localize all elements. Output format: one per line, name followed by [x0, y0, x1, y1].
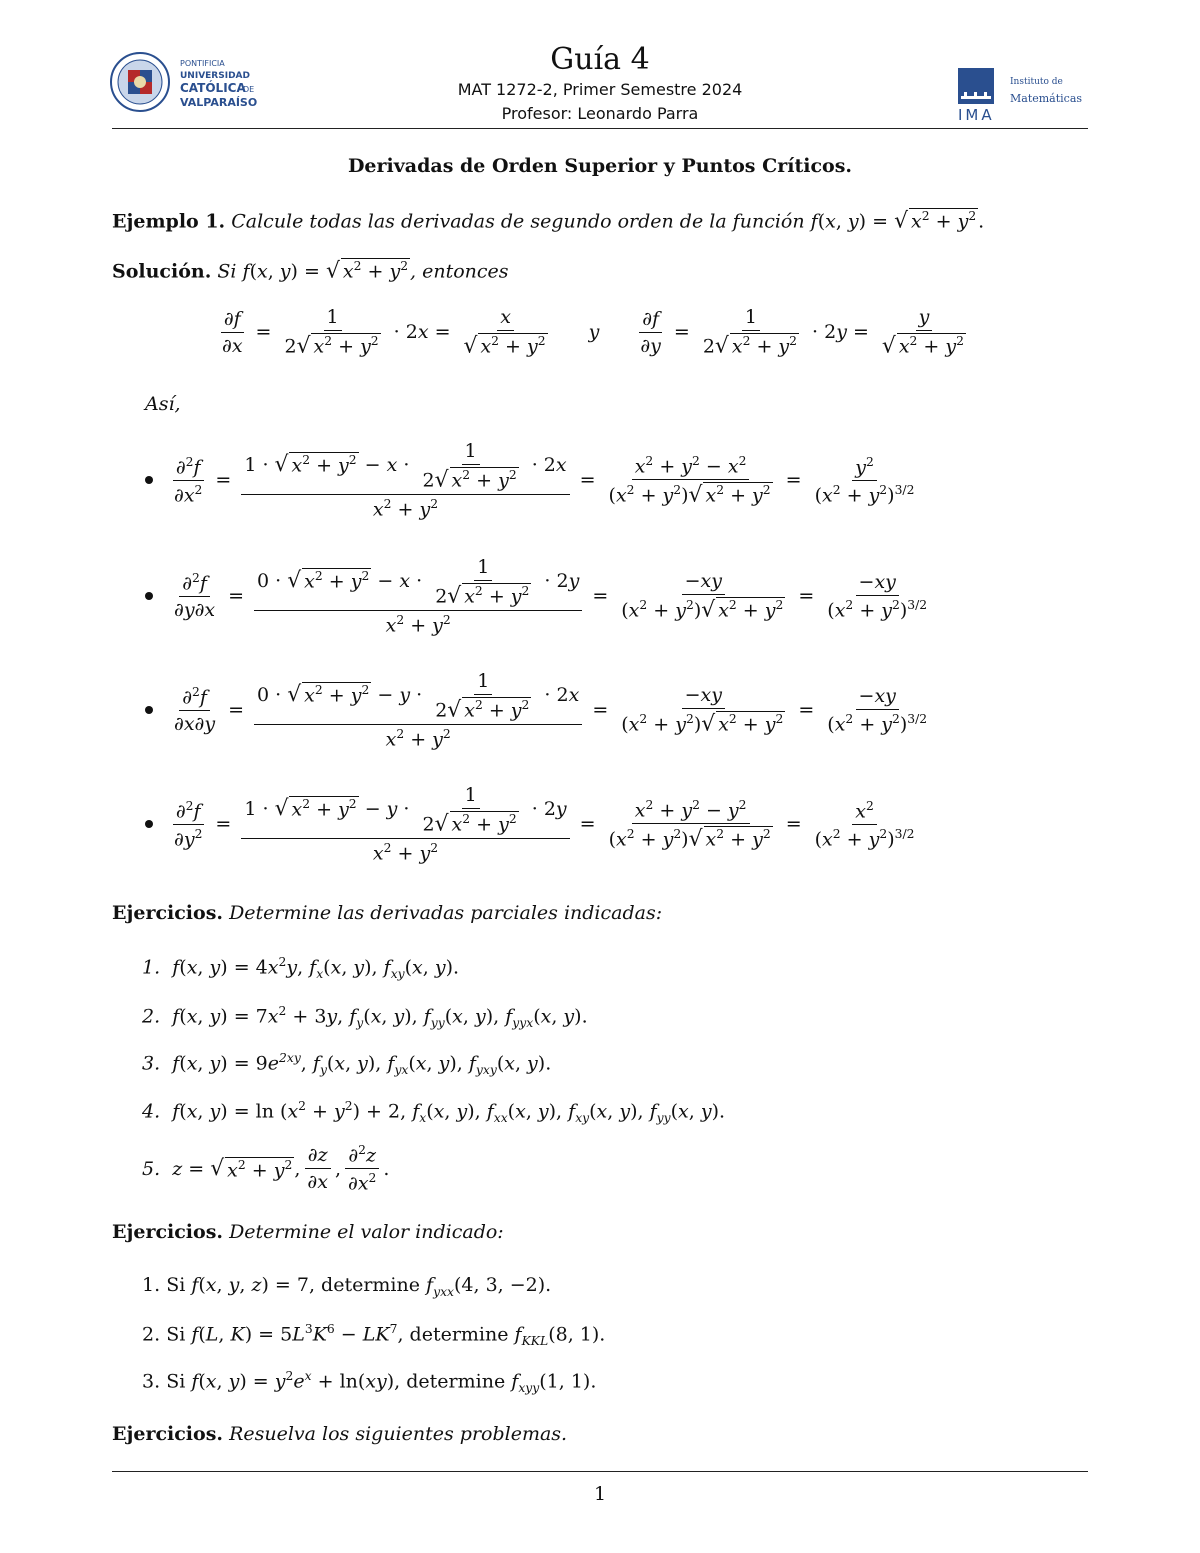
exercise-1-4: 4. f(x, $y) = \ln (x^2 + y^2) + 2$, $f_x(x$, y), $f_{xx}(x$, y), $f_{xy}(x$, y), $f_{yy}(x$, y).: [142, 1099, 726, 1126]
logo-text-1: PONTIFICIA: [180, 59, 225, 68]
exercises-1-heading: Ejercicios. Determine las derivadas parciales indicadas:: [112, 902, 663, 924]
solution-label: Solución.: [112, 260, 212, 283]
footer-rule: [112, 1471, 1088, 1472]
bullet: [145, 820, 153, 828]
professor-line: Profesor: Leonardo Parra: [501, 104, 699, 123]
asi-text: Así,: [145, 393, 181, 415]
exercises-3-heading: Ejercicios. Resuelva los siguientes problemas.: [112, 1423, 568, 1445]
institute-logo: [958, 66, 1098, 124]
page-number: 1: [593, 1483, 607, 1505]
exercise-1-3: 3. f(x, $y) = 9e^{2xy}$, $f_y(x$, y), $f_{yx}(x$, y), $f_{yxy}(x$, y).: [142, 1051, 552, 1078]
course-line: MAT 1272-2, Primer Semestre 2024: [457, 80, 743, 99]
exercise-1-5: 5. z = √ $x^2 + y^2$ , $\frac{\partial z}{\partial x}$ , $\frac{\partial^2z}{\partial x^2}$ .: [142, 1143, 390, 1195]
exercise-2-3: 3. Si f(x, $y) = y^2e^x + \ln(xy)$, determine $f_{xyy}(1$, 1).: [142, 1369, 597, 1396]
first-derivatives: $\frac{\partial f}{\partial x}$ = $\frac{1}{2√ x^2 + y^2}$ · 2x = $\frac{x}{√ x^2 + y^2}$ y $\frac{\partial f}{\partial y}$ = $\frac{1}{2√ x^2 + y^2}$ · 2y = $\frac{y}{√ x^2 + y^2}$: [222, 306, 964, 359]
header-rule: [112, 128, 1088, 129]
exercise-2-1: 1. Si f(x, y, z) = 7, determine $f_{yxx}(4$, 3, −2).: [142, 1274, 552, 1299]
institute-text: Instituto de: [1010, 77, 1063, 87]
logo-text-2: UNIVERSIDAD: [180, 71, 250, 81]
ima-text: IMA: [958, 106, 995, 124]
example-label: Ejemplo 1.: [112, 210, 226, 233]
example-1: Ejemplo 1. Calcule todas las derivadas de segundo orden de la función f(x, y) = √ $x^2 + y^2$ .: [112, 208, 985, 234]
logo-text-4: DE: [243, 85, 255, 94]
exercise-1-2: 2. f(x, $y) = 7x^2 + 3y$, $f_y(x$, y), $f_{yy}(x$, y), $f_{yyx}(x$, y).: [142, 1004, 588, 1031]
derivative-fxy: $\frac{\partial^2f}{\partial y\partial x}$ = 0 · √ $x^2 + y^2 - x$ · $\frac{1}{2√ x^2 + y^2}$ · 2y $x^2 + y^2$ = $\frac{-xy}{(x^2 + y^2)√ x^2 + y^2}$ = $\frac{-xy}{(x^2 + y^2)^{3/2}}$: [145, 556, 934, 637]
bullet: [145, 706, 153, 714]
derivative-fyx: $\frac{\partial^2f}{\partial x\partial y}$ = 0 · √ $x^2 + y^2 - y$ · $\frac{1}{2√ x^2 + y^2}$ · 2x $x^2 + y^2$ = $\frac{-xy}{(x^2 + y^2)√ x^2 + y^2}$ = $\frac{-xy}{(x^2 + y^2)^{3/2}}$: [145, 670, 934, 751]
section-title: Derivadas de Orden Superior y Puntos Críticos.: [347, 155, 853, 177]
exercise-1-1: 1. f(x, $y) = 4x^2y$, $f_x(x$, y), $f_{xy}(x$, y).: [142, 955, 460, 982]
solution-line: Solución. Si f(x, y) = √ $x^2 + y^2$ , entonces: [112, 258, 509, 284]
derivative-fyy: $\frac{\partial^2f}{\partial y^2}$ = 1 · √ $x^2 + y^2 - y$ · $\frac{1}{2√ x^2 + y^2}$ · 2y $x^2 + y^2$ = $\frac{x^2 + y^2 - y^2}{(x^2 + y^2)√ x^2 + y^2}$ = $\frac{x^2}{(x^2 + y^2)^{3/2}}$: [145, 784, 922, 865]
logo-text-3: CATÓLICA: [180, 81, 246, 95]
bullet: [145, 476, 153, 484]
example-text: Calcule todas las derivadas de segundo orden de la función: [231, 210, 805, 233]
exercises-2-heading: Ejercicios. Determine el valor indicado:: [112, 1221, 504, 1243]
mathematics-text: Matemáticas: [1010, 92, 1083, 105]
page-title: Guía 4: [550, 42, 650, 77]
derivative-fxx: $\frac{\partial^2f}{\partial x^2}$ = 1 · √ $x^2 + y^2 - x$ · $\frac{1}{2√ x^2 + y^2}$ · 2x $x^2 + y^2$ = $\frac{x^2 + y^2 - x^2}{(x^2 + y^2)√ x^2 + y^2}$ = $\frac{y^2}{(x^2 + y^2)^{3/2}}$: [145, 440, 921, 521]
logo-text-5: VALPARAÍSO: [180, 96, 258, 109]
exercise-2-2: 2. Si f(L, $K) = 5L^3K^6 - LK^7$, determine $f_{KKL}(8$, 1).: [142, 1322, 606, 1349]
bullet: [145, 592, 153, 600]
